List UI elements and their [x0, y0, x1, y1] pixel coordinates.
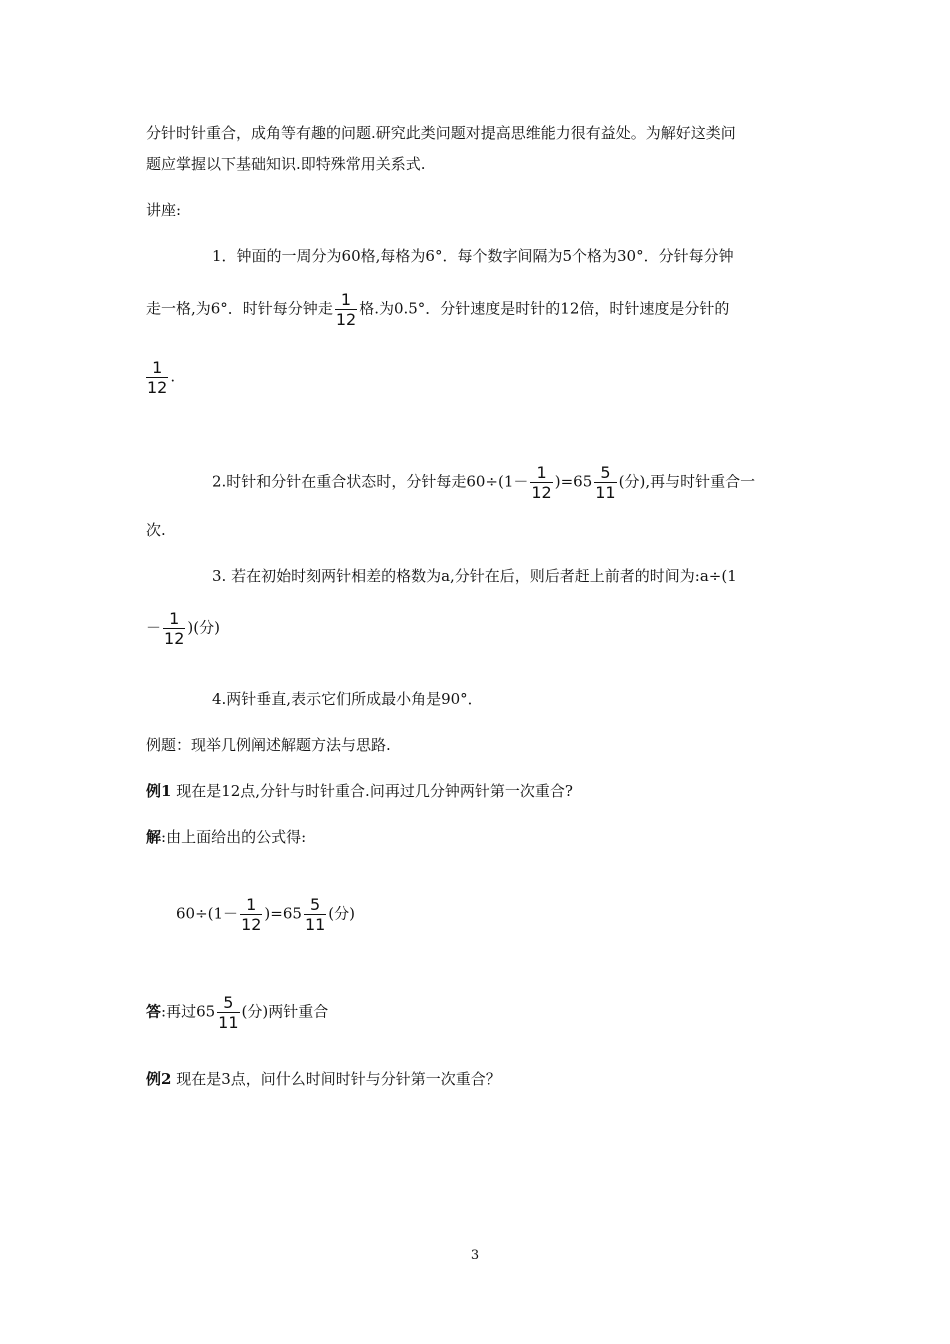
rule-3-line-2	[146, 609, 220, 648]
rule-3-after: )(分)	[187, 618, 220, 637]
fraction-numerator: 5	[223, 993, 234, 1012]
rule-1-end: .	[170, 367, 176, 386]
fraction-one-twelfth	[146, 358, 168, 397]
solution-text: :由上面给出的公式得:	[161, 828, 307, 846]
rule-2-text-a: 2.时针和分针在重合状态时，分针每走60÷(1－	[212, 472, 529, 491]
answer	[146, 993, 328, 1032]
examples-intro: 例题：现举几例阐述解题方法与思路.	[146, 736, 391, 754]
fraction-numerator: 1	[169, 609, 180, 628]
fraction-numerator: 1	[246, 895, 257, 914]
example-1	[146, 781, 573, 801]
rule-3-line-1: 3. 若在初始时刻两针相差的格数为a,分针在后，则后者赶上前者的时间为:a÷(1	[212, 567, 737, 585]
lecture-label: 讲座:	[146, 201, 182, 219]
fraction-one-twelfth	[163, 609, 185, 648]
rule-2-text-b: )=65	[554, 472, 593, 491]
intro-line-2: 题应掌握以下基础知识.即特殊常用关系式.	[146, 155, 426, 173]
fraction-one-twelfth	[240, 895, 262, 934]
page-number: 3	[470, 1248, 480, 1263]
fraction-numerator: 5	[600, 463, 611, 482]
rule-1-line-1: 1．钟面的一周分为60格,每格为6°．每个数字间隔为5个格为30°．分针每分钟	[212, 247, 734, 265]
rule-3-minus: －	[146, 618, 162, 637]
intro-line-1: 分针时针重合，成角等有趣的问题.研究此类问题对提高思维能力很有益处。为解好这类问	[146, 124, 736, 142]
rule-2-line-2: 次.	[146, 521, 166, 539]
solution-label: 解	[146, 828, 162, 846]
fraction-denominator: 11	[304, 915, 326, 934]
rule-1-line-3	[144, 358, 175, 397]
fraction-numerator: 5	[310, 895, 321, 914]
formula	[176, 895, 355, 934]
example-1-label: 例1	[146, 782, 172, 800]
fraction-one-twelfth	[530, 463, 552, 502]
fraction-denominator: 12	[164, 629, 185, 648]
answer-text-b: (分)两针重合	[241, 1002, 329, 1021]
answer-label: 答	[146, 1002, 162, 1021]
fraction-one-twelfth	[335, 290, 357, 329]
solution	[146, 827, 306, 847]
rule-1-text-b: 格.为0.5°．分针速度是时针的12倍，时针速度是分针的	[359, 299, 730, 318]
fraction-denominator: 12	[335, 310, 357, 329]
example-1-question: 现在是12点,分针与时针重合.问再过几分钟两针第一次重合?	[171, 782, 573, 800]
answer-text-a: :再过65	[161, 1002, 216, 1021]
fraction-five-elevenths	[304, 895, 326, 934]
rule-2-line-1	[212, 463, 755, 502]
rule-1-line-2	[146, 290, 729, 329]
rule-4: 4.两针垂直,表示它们所成最小角是90°．	[212, 690, 483, 708]
fraction-numerator: 1	[536, 463, 547, 482]
fraction-denominator: 12	[531, 483, 552, 502]
rule-2-text-c: (分),再与时针重合一	[618, 472, 756, 491]
fraction-five-elevenths	[594, 463, 616, 502]
example-2-label: 例2	[146, 1070, 172, 1088]
fraction-denominator: 11	[595, 483, 616, 502]
example-2-question: 现在是3点，问什么时间时针与分针第一次重合？	[171, 1070, 501, 1088]
rule-1-text-a: 走一格,为6°．时针每分钟走	[146, 299, 333, 318]
fraction-five-elevenths	[217, 993, 239, 1032]
fraction-denominator: 12	[241, 915, 262, 934]
example-2	[146, 1069, 501, 1089]
formula-text-c: (分)	[328, 904, 356, 923]
formula-text-a: 60÷(1－	[176, 904, 239, 923]
formula-text-b: )=65	[264, 904, 302, 923]
fraction-denominator: 11	[218, 1013, 239, 1032]
fraction-numerator: 1	[152, 358, 163, 377]
fraction-numerator: 1	[340, 290, 352, 309]
fraction-denominator: 12	[147, 378, 168, 397]
